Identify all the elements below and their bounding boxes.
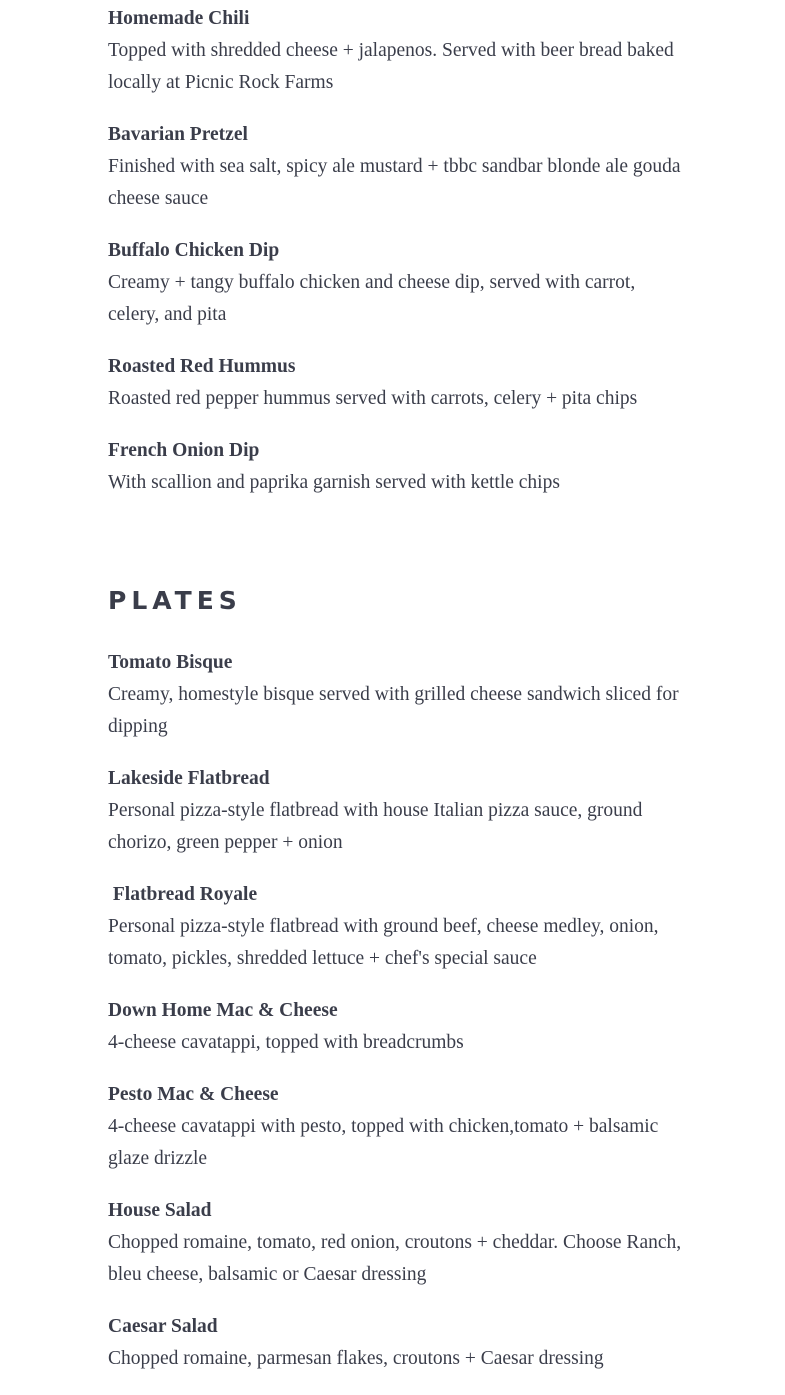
menu-item-name: Flatbread Royale — [108, 884, 258, 905]
menu-item — [108, 435, 688, 499]
menu-item-description: Creamy, homestyle bisque served with grilled cheese sandwich sliced for dipping — [108, 684, 679, 737]
menu-item-name: Roasted Red Hummus — [108, 356, 296, 377]
menu-item-description: Personal pizza-style flatbread with house Italian pizza sauce, ground chorizo, green pepper + onion — [108, 800, 643, 853]
menu-item-name: House Salad — [108, 1200, 212, 1221]
menu-item-name: Buffalo Chicken Dip — [108, 240, 280, 261]
menu-item-description: 4-cheese cavatappi with pesto, topped with chicken,tomato + balsamic glaze drizzle — [108, 1116, 659, 1169]
menu-item-description: With scallion and paprika garnish served with kettle chips — [108, 472, 560, 493]
menu-item-description: Chopped romaine, parmesan flakes, croutons + Caesar dressing — [108, 1348, 604, 1369]
menu-item — [108, 235, 688, 331]
menu-item — [108, 119, 688, 215]
menu-item — [108, 1195, 688, 1291]
menu-item — [108, 763, 688, 859]
menu-content — [108, 0, 688, 1395]
menu-item-name: Homemade Chili — [108, 8, 250, 29]
menu-item-name: Tomato Bisque — [108, 652, 233, 673]
section-spacer — [108, 519, 688, 585]
menu-item-name: Bavarian Pretzel — [108, 124, 248, 145]
menu-item-name: French Onion Dip — [108, 440, 260, 461]
menu-item-description: Chopped romaine, tomato, red onion, croutons + cheddar. Choose Ranch, bleu cheese, balsamic or Caesar dressing — [108, 1232, 682, 1285]
menu-item-description: Creamy + tangy buffalo chicken and cheese dip, served with carrot, celery, and pita — [108, 272, 636, 325]
menu-item-name: Down Home Mac & Cheese — [108, 1000, 338, 1021]
menu-item — [108, 879, 688, 975]
section-heading-plates: PLATES — [108, 586, 242, 615]
menu-item-description: Roasted red pepper hummus served with carrots, celery + pita chips — [108, 388, 638, 409]
menu-item — [108, 351, 688, 415]
menu-item-name: Caesar Salad — [108, 1316, 218, 1337]
menu-item — [108, 3, 688, 99]
menu-item-description: Finished with sea salt, spicy ale mustard + tbbc sandbar blonde ale gouda cheese sauce — [108, 156, 681, 209]
menu-item-description: Topped with shredded cheese + jalapenos. Served with beer bread baked locally at Picnic Rock Farms — [108, 40, 674, 93]
menu-item-description: Personal pizza-style flatbread with ground beef, cheese medley, onion, tomato, pickles, shredded lettuce + chef's special sauce — [108, 916, 659, 969]
menu-item — [108, 647, 688, 743]
menu-item — [108, 995, 688, 1059]
menu-item — [108, 1311, 688, 1375]
menu-item-name: Lakeside Flatbread — [108, 768, 270, 789]
menu-item-description: 4-cheese cavatappi, topped with breadcrumbs — [108, 1032, 464, 1053]
menu-item-name: Pesto Mac & Cheese — [108, 1084, 279, 1105]
menu-item — [108, 1079, 688, 1175]
